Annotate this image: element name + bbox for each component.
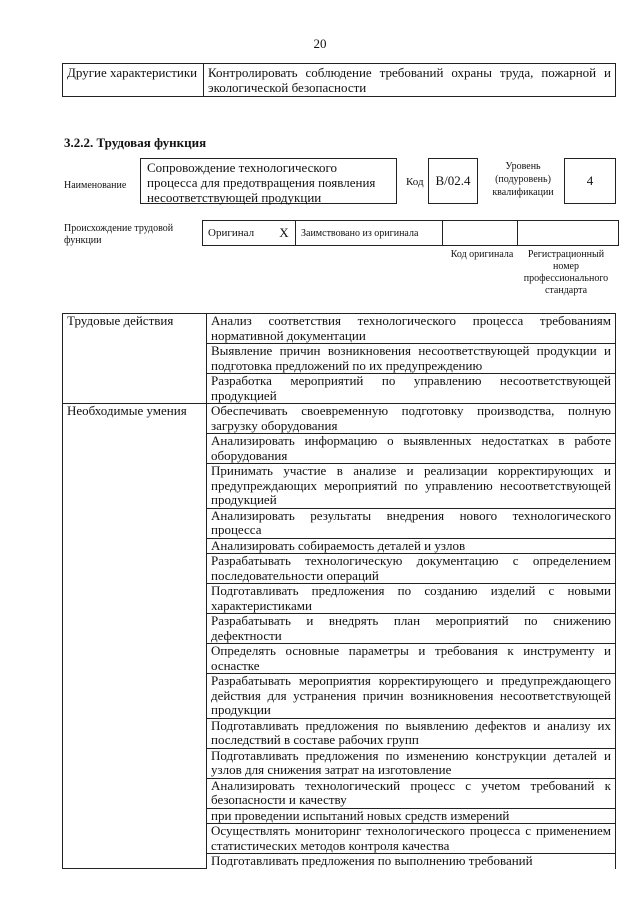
name-label: Наименование (64, 180, 127, 191)
level-label-text: Уровень (подуровень) квалификации (492, 161, 554, 198)
labor-actions-item: Выявление причин возникновения несоответствующей продукции и подготовка предложений по их предупреждению (207, 344, 616, 374)
skills-item: Принимать участие в анализе и реализации корректирующих и предупреждающих мероприятий по управлению несоответствующей продукцией (207, 464, 616, 509)
origin-label-text: Происхождение трудовой функции (64, 223, 174, 246)
skills-item: Анализировать результаты внедрения нового технологического процесса (207, 508, 616, 538)
other-characteristics-header: Другие характеристики (63, 64, 204, 97)
skills-item: Осуществлять мониторинг технологического процесса с применением статистических методов контроля качества (207, 824, 616, 854)
level-label (486, 160, 560, 199)
other-characteristics-text: Контролировать соблюдение требований охраны труда, пожарной и экологической безопасности (204, 64, 616, 97)
labor-function-table-body (63, 314, 616, 869)
skills-item: Обеспечивать своевременную подготовку производства, полную загрузку оборудования (207, 404, 616, 434)
original-code-cell (443, 221, 518, 246)
skills-item: Разрабатывать и внедрять план мероприятий по снижению дефектности (207, 614, 616, 644)
skills-item: при проведении испытаний новых средств измерений (207, 808, 616, 824)
origin-table (202, 220, 619, 246)
table-row (63, 314, 616, 344)
skills-item: Разрабатывать мероприятия корректирующего и предупреждающего действия для устранения причин возникновения несоответствующей продукции (207, 674, 616, 719)
other-characteristics-table (62, 63, 616, 97)
code-value-box (428, 158, 478, 204)
skills-item: Анализировать технологический процесс с учетом требований к безопасности и качеству (207, 778, 616, 808)
labor-actions-header: Трудовые действия (63, 314, 207, 404)
code-value: В/02.4 (435, 173, 471, 188)
page-number: 20 (313, 36, 327, 51)
table-row (63, 64, 616, 97)
skills-item: Подготавливать предложения по выявлению дефектов и анализу их последствий в составе рабочих групп (207, 718, 616, 748)
original-label: Оригинал (203, 221, 274, 246)
skills-item: Определять основные параметры и требования к инструменту и оснастке (207, 644, 616, 674)
section-title: 3.2.2. Трудовая функция (64, 135, 207, 150)
code-label: Код (406, 176, 424, 188)
skills-item: Анализировать собираемость деталей и узлов (207, 538, 616, 554)
table-row (63, 404, 616, 434)
table-row (203, 221, 619, 246)
skills-item: Подготавливать предложения по созданию изделий с новыми характеристиками (207, 584, 616, 614)
labor-actions-item: Разработка мероприятий по управлению несоответствующей продукцией (207, 374, 616, 404)
skills-header: Необходимые умения (63, 404, 207, 869)
level-value: 4 (586, 173, 594, 188)
name-value-box: Сопровождение технологического процесса для предотвращения появления несоответствующей продукции (140, 158, 397, 204)
borrowed-label: Заимствовано из оригинала (296, 221, 443, 246)
labor-actions-item: Анализ соответствия технологического процесса требованиям нормативной документации (207, 314, 616, 344)
labor-function-table (62, 313, 616, 869)
reg-number-cell (518, 221, 619, 246)
reg-number-caption: Регистрационный номер профессионального стандарта (523, 249, 609, 296)
skills-item: Подготавливать предложения по изменению конструкции деталей и узлов для снижения затрат на изготовление (207, 748, 616, 778)
skills-item: Подготавливать предложения по выполнению требований (207, 854, 616, 869)
original-mark: X (273, 221, 296, 246)
origin-label (64, 223, 196, 247)
code-origin-caption: Код оригинала (450, 249, 514, 260)
skills-item: Анализировать информацию о выявленных недостатках в работе оборудования (207, 434, 616, 464)
skills-item: Разрабатывать технологическую документацию с определением последовательности операций (207, 554, 616, 584)
level-value-box (564, 158, 616, 204)
